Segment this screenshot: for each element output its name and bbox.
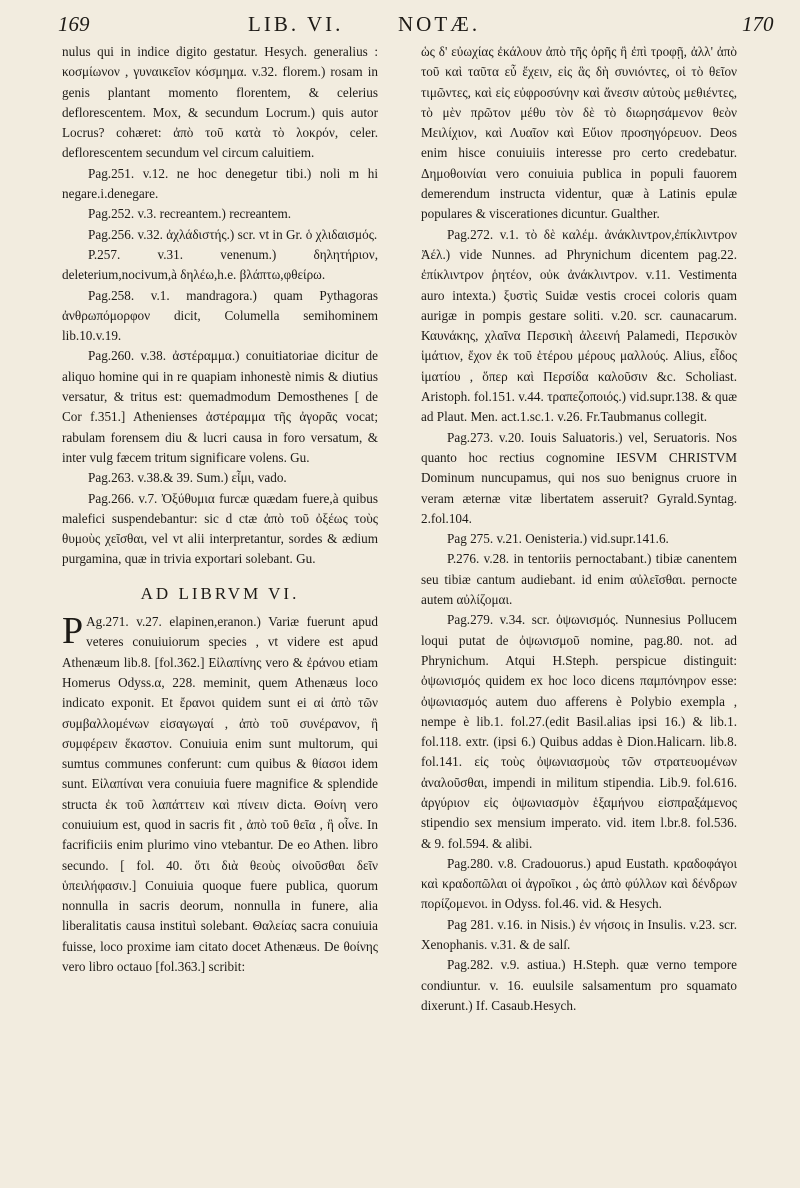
page-header — [0, 8, 800, 42]
note-paragraph: Pag.252. v.3. recreantem.) recreantem. — [88, 206, 292, 222]
page-number-right: 170 — [742, 12, 774, 36]
right-column — [421, 42, 737, 1016]
drop-cap: P — [62, 610, 84, 653]
note-paragraph: Pag.260. v.38. ἀστέραμμα.) conuitiatoriae dicitur de aliquo homine qui in re quapiam inhonestè nimis & diutius versatur, & tritus est: quemadmodum Demosthenes [ de Cor f.351.] Athenienses ἀστέραμμα τῆς ἀγορᾶς vocat; rabulam forensem diu & lucri causa in foro versatum, & inter vulg fæcem tritum significare volens. Gu. — [62, 348, 378, 465]
running-head-left: LIB. VI. — [248, 12, 344, 36]
note-paragraph: P.276. v.28. in tentoriis pernoctabant.) tibiæ canentem seu tibiæ cantum audiebant. id enim αὐλεῖσθαι. pernocte autem αὐλίζομαι. — [421, 551, 737, 608]
running-head-right: NOTÆ. — [398, 12, 481, 36]
note-paragraph: Pag.272. v.1. τὸ δὲ καλέμ. ἀνάκλιντρον,ἐπίκλιντρον Ἀέλ.) vide Nunnes. ad Phrynichum dicentem pag.22. ἐπίκλιντρον ῥητέον, οὐκ ἀνάκλιντρον. v.11. Vestimenta auro intexta.) ξυστὶς Suidæ vestis crocei coloris quam aurigæ in pompis gestare soliti. v.20. scr. caunacarum. Καυνάκης, χλαῖνα Περσικὴ ἀλεεινή Palamedi, Περσικὸν ἱμάτιον, ἔχον ἐκ τοῦ ἑτέρου μέρους μαλλούς. Alius, εἶδος ἱματίου , ὅπερ καὶ Περσίδα καλοῦσιν &c. Scholiast. Aristoph. fol.151. v.44. τραπεζοποιός.) vid.supr.138. & quæ ad Plaut. Men. act.1.sc.1. v.26. Fr.Taubmanus collegit. — [421, 226, 737, 425]
note-paragraph: Pag.280. v.8. Cradouorus.) apud Eustath. κραδοφάγοι καὶ κραδοπῶλαι οἱ ἀγροῖκοι , ὡς ἀπὸ φύλλων καὶ δένδρων πορίζομενοι. in Odyss. fol.46. vid. & Hesych. — [421, 855, 737, 912]
page-number-left: 169 — [58, 12, 90, 36]
note-paragraph: Pag.251. v.12. ne hoc denegetur tibi.) noli m hi negare.i.denegare. — [62, 165, 378, 202]
note-paragraph: Pag 281. v.16. in Nisis.) ἐν νήσοις in Insulis. v.23. scr. Xenophanis. v.31. & de salſ. — [421, 916, 737, 953]
note-paragraph: nulus qui in indice digito gestatur. Hesych. generalius : κοσμίωνον , γυναικεῖον κόσμημα. v.32. florem.) rosam in genis plantant momento florentem, & celerius deflorescentem. Mox, & secundum Locrum.) quis autor Locrus? cohæret: ἀπὸ τοῦ κατὰ τὸ λοκρόν, celer. deflorescentem secundum vel circum caluitiem. — [62, 44, 378, 161]
note-paragraph: Pag.266. v.7. Ὀξύθυμια furcæ quædam fuere,à quibus malefici suspendebantur: sic d ctæ ἀπὸ τοῦ ὀξέως τοὺς θυμοὺς χεῖσθαι, vel vt alii interpretantur, sordes & ædium purgamina, quæ in trivia exportari solebant. Gu. — [62, 490, 378, 567]
note-paragraph: Pag.263. v.38.& 39. Sum.) εἶμι, vado. — [88, 470, 287, 486]
note-paragraph: Pag.282. v.9. astiua.) H.Steph. quæ verno tempore condiuntur. v. 16. euulsile salsamentum pro squamato dixerunt.) If. Casaub.Hesych. — [421, 957, 737, 1013]
note-paragraph: Pag.273. v.20. Iouis Saluatoris.) vel, Seruatoris. Nos quanto hoc rectius cognomine IESVM CHRISTVM Dominum nuncupamus, qui nos suo benignus cruore in veram æternæ vitæ libertatem asseruit? Gyrald.Syntag. 2.fol.104. — [421, 429, 737, 526]
note-paragraph: Pag.256. v.32. ἀχλάδιστής.) scr. vt in Gr. ὁ χλιδαισμός. — [88, 226, 378, 242]
note-paragraph: Pag.279. v.34. scr. ὀψωνισμός. Nunnesius Pollucem loqui putat de ὀψωνισμοῦ nomine, pag.80. not. ad Phrynichum. Atqui H.Steph. perspicue distinguit: ὀψωνισμός quidem ex hoc loco dicens παμπόνηρον esse: ὀψωνιασμός autem duo afferens è Polybio exempla , nempe è lib.1. fol.27.(edit Basil.alias ipsi 16.) & lib.1. fol.118. extr. (ipsi 6.) Quibus addas è Dion.Halicarn. lib.8. fol.141. εἰς τοὺς ὀψωνιασμοὺς τῶν στρατευομένων ἀναλοῦσθαι, impendi in militum stipendia. Lib.9. fol.616. ἀργύριον εἰς ὀψωνιασμὸν ἑξαμήνου εἰσπραξάμενος stipendio sex mensium imperato. vid. item l.br.8. fol.536. & 9. fol.594. & alibi. — [421, 612, 737, 851]
section-text — [62, 612, 378, 977]
note-paragraph: Pag.258. v.1. mandragora.) quam Pythagoras ἀνθρωπόμορφον dicit, Columella semihominem lib.10.v.19. — [62, 287, 378, 344]
section-body: Ag.271. v.27. elapinen,eranon.) Variæ fuerunt apud veteres conuiuiorum species , vt videre est apud Athenæum lib.8. [fol.362.] Εἰλαπίνης vero & ἐράνου etiam Homerus Odyss.α, 228. meminit, quem Athenæus loco indicato exponit. Et ἔρανοι quidem sunt ei αἱ ἀπὸ τῶν συμβαλλομένων εἰσαγωγαί , ἀπὸ τοῦ συνέρανον, ἢ συμφέρειν ἕκαστον. Conuiuia enim sunt multorum, qui sumtus communes conferunt: cum quibus & θίασοι idem sunt. Εἰλαπίναι vera conuiuia fuere magnifice & splendide structa ἐκ τοῦ λαπάττειν καὶ πίνειν dicta. Θοίνη vero conuiuium est, quod in sacris fit , ἀπὸ τοῦ θεῖα , ἢ οἶνε. In facrificiis enim plurimo vino vtebantur. De eo Athen. libro secundo. [ fol. 40. ὅτι διὰ θεοὺς οἰνοῦσθαι δεῖν ὑπειλήφασιν.] Conuiuia quoque fuere publica, quorum nonnulla in sacris deorum, nonnulla in funere, alia liberalitatis causa instituì solebant. Θαλείας sacra conuiuia fuisse, loco proxime iam citato docet Athenæus. De θοίνης vero libro octauo [fol.363.] scribit: — [62, 614, 378, 975]
note-paragraph: Pag 275. v.21. Oenisteria.) vid.supr.141.6. — [447, 531, 669, 547]
section-title: AD LIBRVM VI. — [140, 583, 300, 603]
note-paragraph: ὡς δ' εὐωχίας ἐκάλουν ἀπὸ τῆς ὀρῆς ἢ ἐπὶ τροφῇ, ἀλλ' ἀπὸ τοῦ καὶ ταῦτα εὖ ἔχειν, εἰς ἃς δὴ συνιόντες, οἱ τὸ θεῖον τιμῶντες, καὶ εἰς εὐφροσύνην καὶ ἄνεσιν αὑτοὺς μεθιέντες, τὸ μὲν πρῶτον μέθυ τὸν δὲ τὸ διωρησάμενον θεὸν Μειλίχιον, καὶ Λυαῖον καὶ Εὔιον προσηγόρευον. Deos enim hisce conuiuiis interesse pro certo credebatur. Δημοθοινίαι vero conuiuia publica in populi fauorem demerendum instructa videntur, quæ à Latinis epulæ populares & viscerationes dicuntur. Gualther. — [421, 44, 737, 222]
note-paragraph: P.257. v.31. venenum.) δηλητήριον, deleterium,nocivum,à δηλέω,h.e. βλάπτω,φθείρω. — [62, 246, 378, 283]
left-column — [62, 42, 378, 977]
